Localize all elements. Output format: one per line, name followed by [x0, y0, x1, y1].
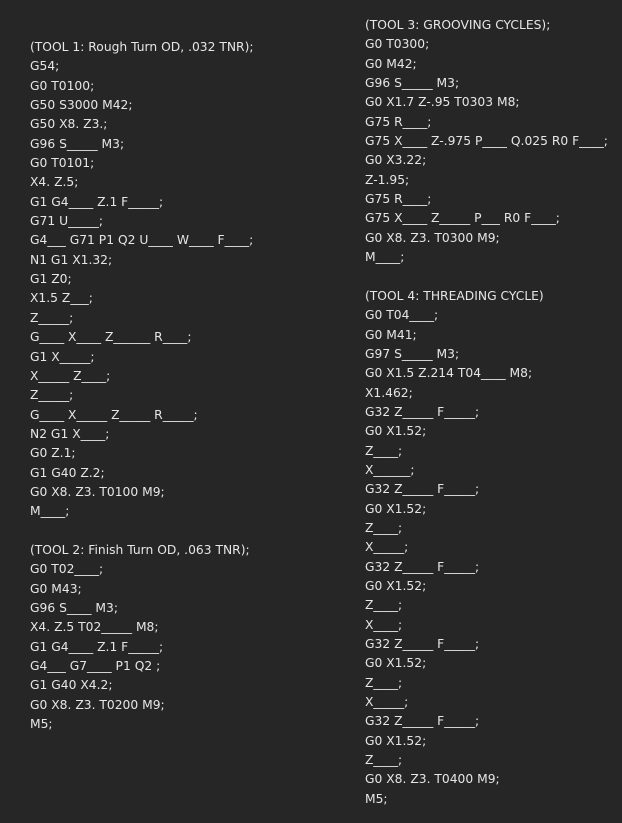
code-line: G1 X_____; [30, 349, 95, 364]
code-line: G0 M43; [30, 581, 82, 596]
code-line: G50 X8. Z3.; [30, 117, 108, 132]
tool3-heading: (TOOL 3: GROOVING CYCLES); [365, 18, 551, 32]
code-line: X_____; [365, 695, 409, 710]
code-line: G1 G4____ Z.1 F_____; [30, 194, 164, 209]
section-gap [365, 267, 608, 286]
code-line: G0 M42; [365, 56, 417, 71]
tool1-heading: (TOOL 1: Rough Turn OD, .032 TNR); [30, 40, 254, 54]
code-line: N1 G1 X1.32; [30, 252, 113, 267]
code-line: G0 X8. Z3. T0300 M9; [365, 230, 500, 245]
code-line: G75 X____ Z-.975 P____ Q.025 R0 F____; [365, 134, 608, 149]
code-line: G____ X_____ Z_____ R_____; [30, 407, 198, 422]
code-line: G96 S_____ M3; [365, 76, 460, 91]
code-line: G0 T02____; [30, 562, 104, 577]
code-line: G32 Z_____ F_____; [365, 637, 480, 651]
code-line: Z_____; [30, 388, 74, 403]
code-line: G75 R____; [365, 192, 432, 207]
code-line: G32 Z_____ F_____; [365, 714, 480, 729]
code-line: G54; [30, 59, 60, 74]
code-line: G0 X1.52; [365, 656, 427, 671]
code-line: G0 X1.7 Z-.95 T0303 M8; [365, 95, 520, 110]
code-line: Z____; [365, 753, 403, 768]
tool2-heading: (TOOL 2: Finish Turn OD, .063 TNR); [30, 542, 250, 557]
code-line: X1.5 Z___; [30, 291, 93, 306]
code-line: G0 X1.52; [365, 501, 427, 516]
code-line: X4. Z.5; [30, 175, 79, 190]
code-line: G97 S_____ M3; [365, 346, 460, 361]
code-line: G0 X1.5 Z.214 T04____ M8; [365, 366, 533, 381]
code-line: X_____ Z____; [30, 368, 111, 383]
code-line: G96 S_____ M3; [30, 136, 125, 151]
code-line: Z-1.95; [365, 172, 410, 187]
code-line: G32 Z_____ F_____; [365, 404, 480, 419]
code-line: G0 X1.52; [365, 578, 427, 593]
code-line: X4. Z.5 T02_____ M8; [30, 620, 159, 635]
code-line: G32 Z_____ F_____; [365, 482, 480, 497]
code-line: G0 X3.22; [365, 153, 427, 168]
code-line: Z____; [365, 598, 403, 613]
code-line: G75 R____; [365, 114, 432, 129]
section-gap [30, 522, 254, 541]
code-line: Z____; [365, 443, 403, 458]
code-line: G0 X1.52; [365, 424, 427, 439]
code-line: G0 T0300; [365, 37, 430, 52]
code-line: G32 Z_____ F_____; [365, 559, 480, 574]
code-line: G75 X____ Z_____ P___ R0 F____; [365, 211, 560, 226]
tool3-block [365, 16, 608, 267]
code-line: G96 S____ M3; [30, 600, 118, 615]
code-line: X1.462; [365, 385, 413, 400]
code-line: G71 U_____; [30, 214, 103, 229]
code-line: G0 T0100; [30, 78, 95, 93]
code-line: X_____; [365, 540, 409, 555]
code-line: G0 X8. Z3. T0400 M9; [365, 772, 500, 787]
tool4-heading: (TOOL 4: THREADING CYCLE) [365, 288, 544, 303]
code-line: G4___ G71 P1 Q2 U____ W____ F____; [30, 233, 254, 248]
code-line: Z____; [365, 675, 403, 690]
code-line: X______; [365, 462, 415, 477]
code-line: M5; [30, 717, 53, 732]
code-line: G0 X8. Z3. T0200 M9; [30, 697, 165, 712]
code-line: G50 S3000 M42; [30, 98, 133, 113]
code-line: Z_____; [30, 310, 74, 325]
right-column [365, 16, 608, 809]
code-line: G0 T04____; [365, 308, 439, 323]
code-line: M____; [30, 504, 70, 519]
code-line: G1 Z0; [30, 272, 72, 287]
code-line: G____ X____ Z______ R____; [30, 330, 192, 345]
code-line: G1 G4____ Z.1 F_____; [30, 639, 164, 654]
left-column [30, 38, 254, 734]
code-line: M5; [365, 791, 388, 806]
code-line: G1 G40 Z.2; [30, 465, 105, 480]
code-line: G0 X1.52; [365, 733, 427, 748]
tool4-block [365, 287, 608, 809]
code-line: G1 G40 X4.2; [30, 678, 113, 693]
code-line: M____; [365, 250, 405, 265]
code-line: G0 X8. Z3. T0100 M9; [30, 484, 165, 499]
code-line: G0 Z.1; [30, 446, 76, 461]
code-line: X____; [365, 617, 403, 632]
code-line: G4___ G7____ P1 Q2 ; [30, 659, 161, 673]
tool2-block [30, 541, 254, 734]
code-line: Z____; [365, 520, 403, 535]
tool1-block [30, 38, 254, 522]
code-line: N2 G1 X____; [30, 426, 110, 441]
code-line: G0 M41; [365, 327, 417, 342]
code-line: G0 T0101; [30, 156, 95, 171]
